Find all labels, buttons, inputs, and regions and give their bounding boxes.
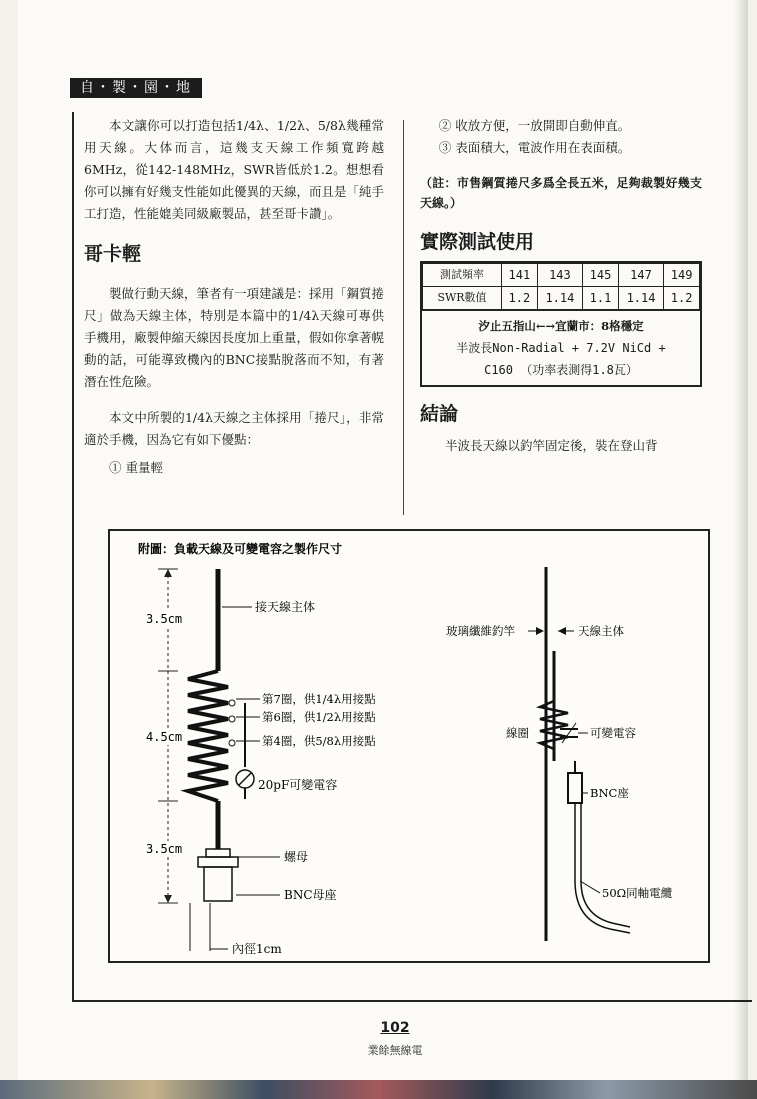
- label-tap-7: 第7圈，供1/4λ用接點: [262, 692, 376, 706]
- arrow-right-icon: [536, 627, 544, 635]
- test-config-line-1: 半波長Non-Radial + 7.2V NiCd +: [456, 341, 666, 355]
- label-antenna-body: 天線主体: [578, 624, 624, 638]
- paragraph-tape-measure: 製做行動天線，筆者有一項建議是：採用「鋼質捲尺」做為天線主体，特別是本篇中的1/4λ天線可專供手機用，廠製伸縮天線因長度加上重量，假如你拿著幌動的話，可能導致機內的BNC接點脫落而不知，有著潛在性危險。: [84, 286, 385, 389]
- column-divider: [403, 120, 404, 515]
- table-cell: 1.2: [502, 287, 538, 311]
- heading-conclusion: 結論: [420, 403, 459, 425]
- label-coil: 線圈: [506, 726, 529, 740]
- table-cell: 1.2: [664, 287, 700, 311]
- tap-point: [229, 740, 235, 746]
- intro-paragraph: 本文讓你可以打造包括1/4λ、1/2λ、5/8λ幾種常用天線。大体而言，這幾支天線工作頻寬跨越6MHz，從142-148MHz，SWR皆低於1.2。想想看你可以擁有好幾支性能如此優異的天線，而且是「純手工打造，性能媲美同級廠製品，甚至哥卡讚」。: [84, 118, 385, 221]
- table-header-swr: SWR數值: [423, 287, 502, 311]
- left-margin-rule: [72, 112, 74, 1000]
- label-coax: 50Ω同軸電纜: [602, 886, 673, 900]
- table-cell: 145: [583, 264, 619, 287]
- table-cell: 141: [502, 264, 538, 287]
- bnc-connector-shape: [198, 849, 238, 901]
- page-number: 102: [380, 1020, 410, 1036]
- table-cell: 147: [618, 264, 663, 287]
- figure-antenna-diagram: [108, 529, 710, 963]
- left-column: [84, 115, 384, 479]
- advantage-item: ① 重量輕: [109, 460, 163, 475]
- test-config-line-2: C160 （功率表測得1.8瓦）: [484, 363, 638, 377]
- note: （註：市售鋼質捲尺多爲全長五米，足夠裁製好幾支天線。）: [420, 176, 702, 210]
- figure-caption: 附圖：負載天線及可變電容之製作尺寸: [138, 542, 343, 556]
- test-results-table: [422, 263, 700, 311]
- table-cell: 149: [664, 264, 700, 287]
- arrow-left-icon: [558, 627, 566, 635]
- dim-label-top: 3.5cm: [146, 612, 183, 626]
- antenna-diagram-svg: [110, 531, 708, 961]
- test-route: 汐止五指山←→宜蘭市：8格穩定: [478, 319, 644, 333]
- table-cell: 1.14: [618, 287, 663, 311]
- test-conditions: [422, 311, 700, 385]
- bnc-seat-shape: [568, 773, 582, 803]
- right-column: [420, 115, 702, 457]
- advantage-item: ③ 表面積大，電波作用在表面積。: [438, 140, 631, 155]
- conclusion-paragraph: 半波長天線以釣竿固定後，裝在登山背: [445, 438, 658, 453]
- label-variable-cap: 可變電容: [590, 726, 636, 740]
- table-cell: 1.14: [537, 287, 582, 311]
- dim-label-bottom: 3.5cm: [146, 842, 183, 856]
- label-bnc-seat: BNC座: [590, 786, 629, 800]
- tap-point: [229, 700, 235, 706]
- arrow-down-icon: [164, 895, 172, 903]
- coax-cable-outer: [575, 803, 630, 933]
- loading-coil: [188, 671, 228, 801]
- table-row: [423, 264, 700, 287]
- bottom-color-strip: [0, 1080, 757, 1099]
- paragraph-advantages: 本文中所製的1/4λ天線之主体採用「捲尺」，非常適於手機，因為它有如下優點：: [84, 410, 384, 447]
- table-row: [423, 287, 700, 311]
- label-bnc-female: BNC母座: [284, 888, 337, 902]
- label-tap-6: 第6圈，供1/2λ用接點: [262, 710, 376, 724]
- arrow-up-icon: [164, 569, 172, 577]
- label-capacitor: 20pF可變電容: [258, 778, 338, 792]
- leader-lines-right: [528, 631, 600, 893]
- heading-field-test: 實際測試使用: [420, 231, 535, 253]
- table-cell: 143: [537, 264, 582, 287]
- heading-light-weight: 哥卡輕: [84, 243, 142, 265]
- page-edge-shadow: [734, 0, 748, 1099]
- magazine-title: 業餘無線電: [367, 1044, 423, 1057]
- advantage-item: ② 收放方便，一放開即自動伸直。: [438, 118, 631, 133]
- table-header-frequency: 測試頻率: [423, 264, 502, 287]
- label-tap-4: 第4圈，供5/8λ用接點: [262, 734, 376, 748]
- tap-point: [229, 716, 235, 722]
- label-main-body: 接天線主体: [255, 600, 316, 614]
- section-banner: 自・製・園・地: [70, 78, 202, 98]
- dim-label-mid: 4.5cm: [146, 730, 183, 744]
- footer-rule: [72, 1000, 752, 1002]
- label-fiberglass-rod: 玻璃纖維釣竿: [446, 624, 515, 638]
- coax-cable-inner: [581, 803, 630, 927]
- table-cell: 1.1: [583, 287, 619, 311]
- label-nut: 螺母: [284, 850, 309, 864]
- label-inner-diameter: 內徑1cm: [232, 942, 282, 956]
- test-results-box: [420, 261, 702, 387]
